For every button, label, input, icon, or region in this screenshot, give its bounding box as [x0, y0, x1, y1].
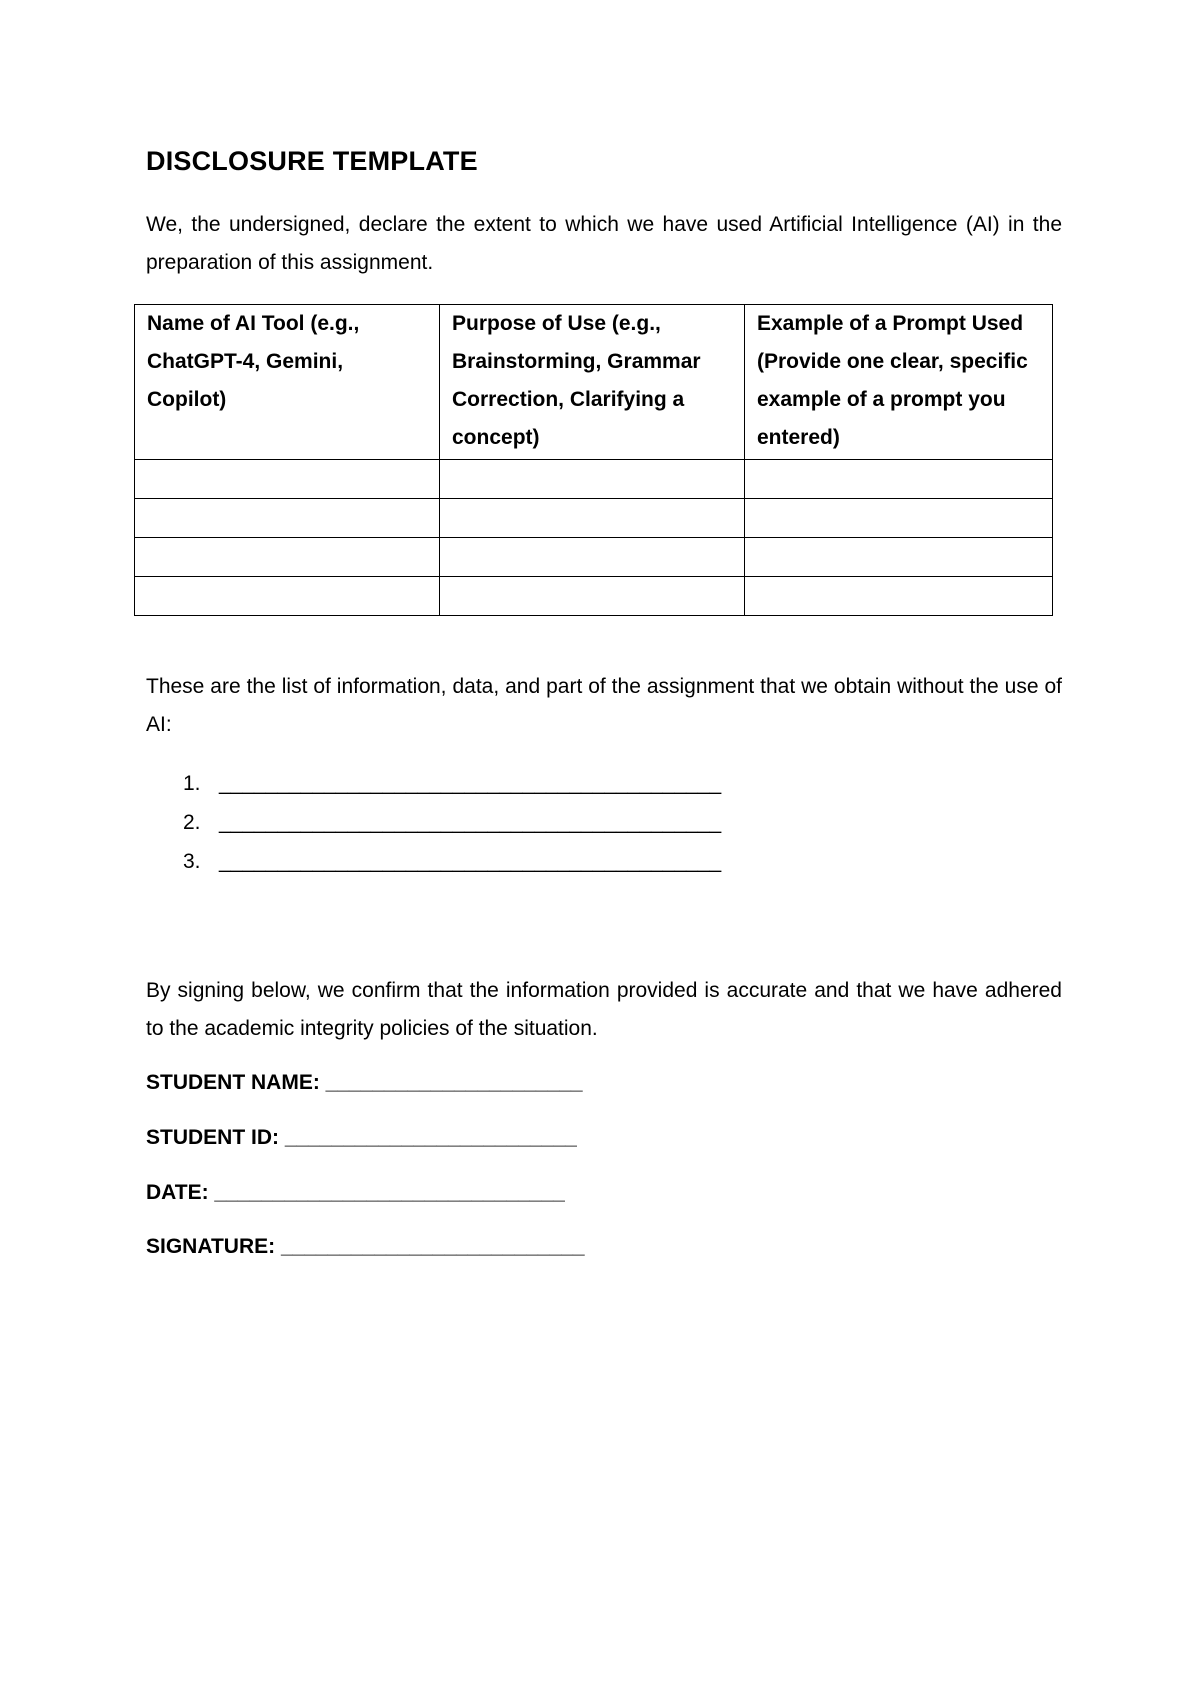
- date-field[interactable]: DATE: ______________________________: [146, 1181, 565, 1204]
- table-cell[interactable]: [440, 577, 745, 616]
- list-item-number: 1.: [183, 772, 201, 795]
- list-item-blank[interactable]: ___________________________________________: [219, 850, 722, 873]
- table-cell[interactable]: [440, 460, 745, 499]
- header-purpose: Purpose of Use (e.g., Brainstorming, Grammar Correction, Clarifying a concept): [440, 305, 745, 460]
- intro-paragraph: We, the undersigned, declare the extent to which we have used Artificial Intelligence (AI) in the preparation of this assignment.: [146, 213, 1062, 274]
- list-item-blank[interactable]: ___________________________________________: [219, 772, 722, 795]
- header-prompt-example: Example of a Prompt Used (Provide one clear, specific example of a prompt you entered): [745, 305, 1053, 460]
- ai-usage-table: [134, 304, 1053, 616]
- table-cell[interactable]: [135, 460, 440, 499]
- list-item-number: 3.: [183, 850, 201, 873]
- confirmation-paragraph: By signing below, we confirm that the information provided is accurate and that we have adhered to the academic integrity policies of the situation.: [146, 979, 1062, 1040]
- header-ai-tool: Name of AI Tool (e.g., ChatGPT-4, Gemini, Copilot): [135, 305, 440, 460]
- table-cell[interactable]: [440, 538, 745, 577]
- table-row: [135, 577, 1053, 616]
- signature-field[interactable]: SIGNATURE: __________________________: [146, 1235, 585, 1258]
- list-item-blank[interactable]: ___________________________________________: [219, 811, 722, 834]
- student-id-field[interactable]: STUDENT ID: _________________________: [146, 1126, 577, 1149]
- table-cell[interactable]: [135, 538, 440, 577]
- document-title: DISCLOSURE TEMPLATE: [146, 146, 478, 176]
- table-cell[interactable]: [745, 538, 1053, 577]
- table-cell[interactable]: [745, 577, 1053, 616]
- table-header-row: [135, 305, 1053, 460]
- table-row: [135, 538, 1053, 577]
- table-cell[interactable]: [745, 499, 1053, 538]
- student-name-field[interactable]: STUDENT NAME: ______________________: [146, 1071, 583, 1094]
- table-cell[interactable]: [440, 499, 745, 538]
- table-cell[interactable]: [745, 460, 1053, 499]
- list-intro-paragraph: These are the list of information, data, and part of the assignment that we obtain without the use of AI:: [146, 675, 1062, 736]
- table-row: [135, 460, 1053, 499]
- table-row: [135, 499, 1053, 538]
- list-item-number: 2.: [183, 811, 201, 834]
- table-cell[interactable]: [135, 499, 440, 538]
- table-cell[interactable]: [135, 577, 440, 616]
